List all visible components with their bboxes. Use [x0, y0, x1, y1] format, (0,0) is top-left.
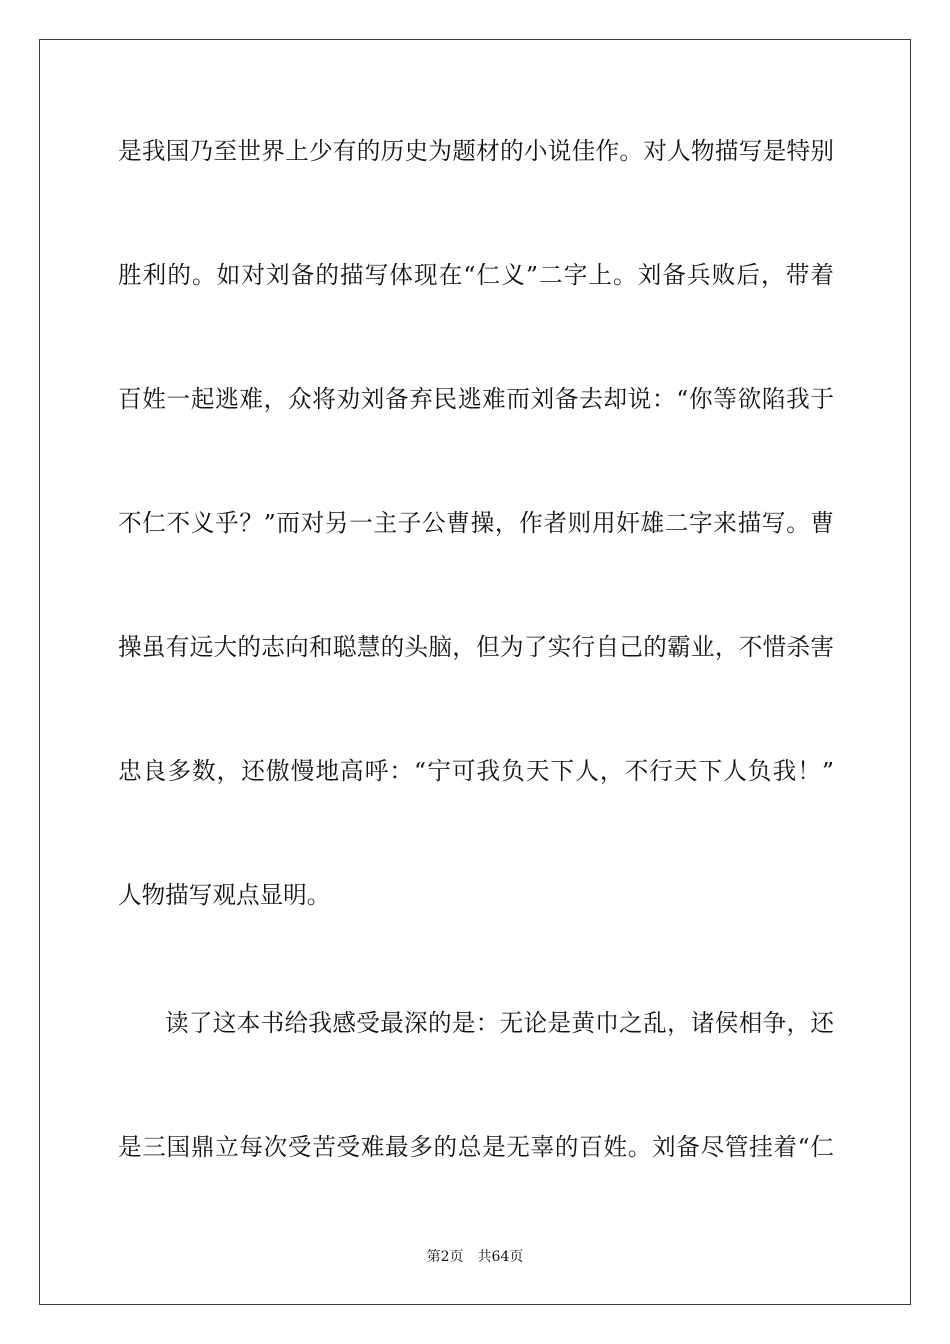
- text-line: 操虽有远大的志向和聪慧的头脑，但为了实行自己的霸业，不惜杀害: [118, 633, 834, 661]
- paragraph-first-line: 读了这本书给我感受最深的是：无论是黄巾之乱，诸侯相争，还: [165, 1009, 834, 1037]
- page-footer: [0, 1248, 950, 1266]
- text-line: 忠良多数，还傲慢地高呼：“宁可我负天下人，不行天下人负我！”: [118, 757, 834, 785]
- text-line: 是我国乃至世界上少有的历史为题材的小说佳作。对人物描写是特别: [118, 137, 834, 165]
- total-pages: 共64页: [477, 1249, 524, 1265]
- text-line: 人物描写观点显明。: [118, 881, 331, 909]
- page-border: [39, 39, 911, 1305]
- text-line: 百姓一起逃难，众将劝刘备弃民逃难而刘备去却说：“你等欲陷我于: [118, 385, 834, 413]
- page-number: 第2页: [426, 1249, 464, 1265]
- text-line: 胜利的。如对刘备的描写体现在“仁义”二字上。刘备兵败后，带着: [118, 261, 834, 289]
- text-line: 是三国鼎立每次受苦受难最多的总是无辜的百姓。刘备尽管挂着“仁: [118, 1133, 834, 1161]
- text-line: 不仁不义乎？”而对另一主子公曹操，作者则用奸雄二字来描写。曹: [118, 509, 834, 537]
